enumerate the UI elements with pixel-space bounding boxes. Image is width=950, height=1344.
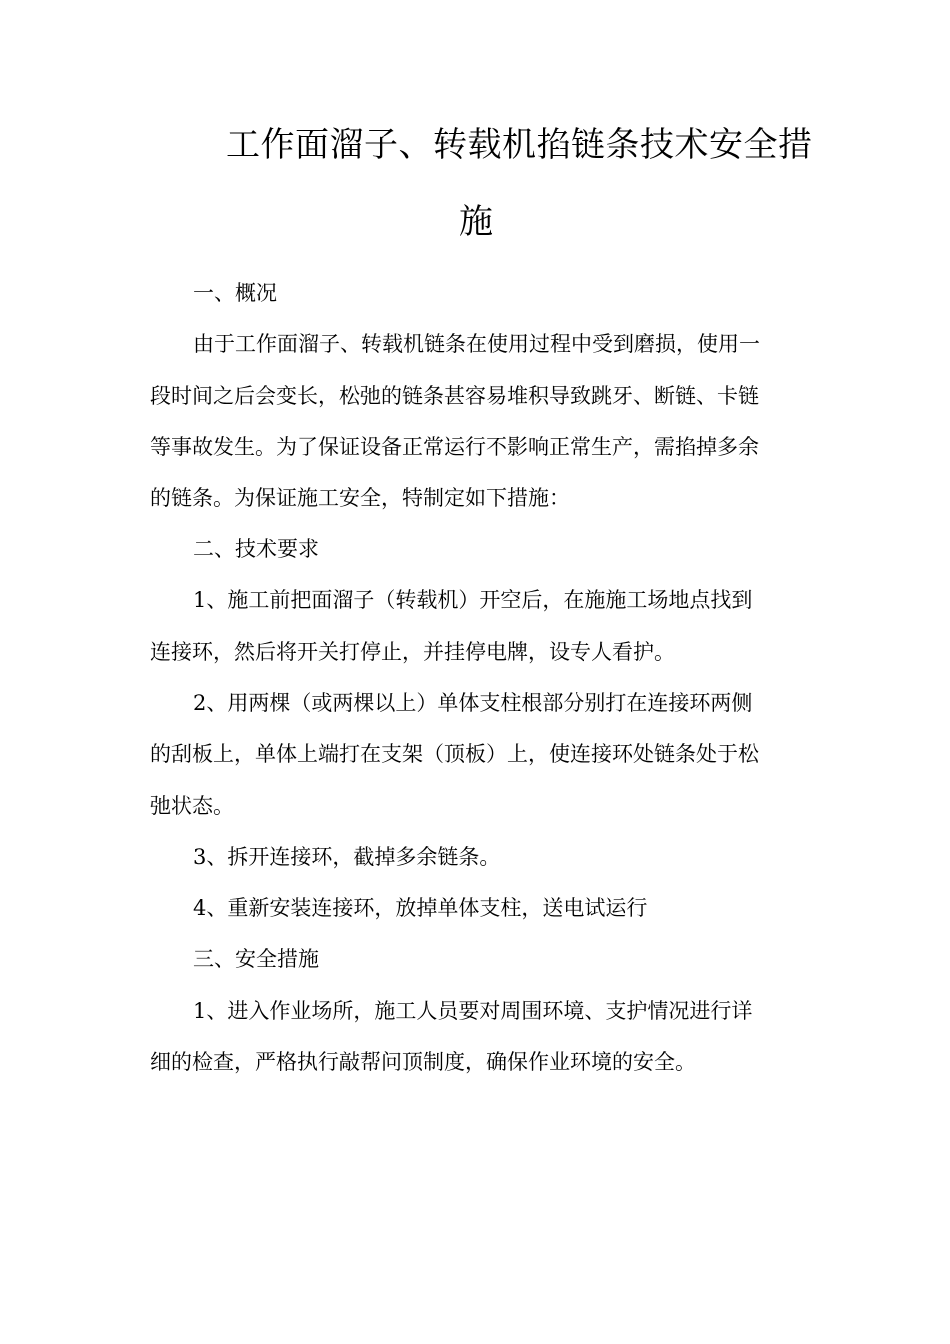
paragraph-line: 弛状态。 [150,794,234,818]
paragraph-line: 由于工作面溜子、转载机链条在使用过程中受到磨损，使用一 [193,332,760,356]
paragraph-line: 细的检查，严格执行敲帮问顶制度，确保作业环境的安全。 [150,1050,696,1074]
paragraph-line: 1、进入作业场所，施工人员要对周围环境、支护情况进行详 [193,999,753,1023]
paragraph-line: 1、施工前把面溜子（转载机）开空后，在施施工场地点找到 [193,588,753,612]
document-title-line-1: 工作面溜子、转载机掐链条技术安全措 [226,125,813,165]
paragraph-line: 3、拆开连接环，截掉多余链条。 [193,845,501,869]
paragraph-line: 4、重新安装连接环，放掉单体支柱，送电试运行 [193,896,648,920]
section-heading-overview: 一、概况 [193,281,277,305]
paragraph-line: 等事故发生。为了保证设备正常运行不影响正常生产，需掐掉多余 [150,435,759,459]
paragraph-line: 的链条。为保证施工安全，特制定如下措施： [150,486,570,510]
paragraph-line: 连接环，然后将开关打停止，并挂停电牌，设专人看护。 [150,640,675,664]
paragraph-line: 的刮板上，单体上端打在支架（顶板）上，使连接环处链条处于松 [150,742,759,766]
document-title-line-2: 施 [459,202,494,242]
section-heading-technical-requirements: 二、技术要求 [193,537,319,561]
paragraph-line: 2、用两棵（或两棵以上）单体支柱根部分别打在连接环两侧 [193,691,753,715]
paragraph-line: 段时间之后会变长，松弛的链条甚容易堆积导致跳牙、断链、卡链 [150,384,759,408]
section-heading-safety-measures: 三、安全措施 [193,947,319,971]
